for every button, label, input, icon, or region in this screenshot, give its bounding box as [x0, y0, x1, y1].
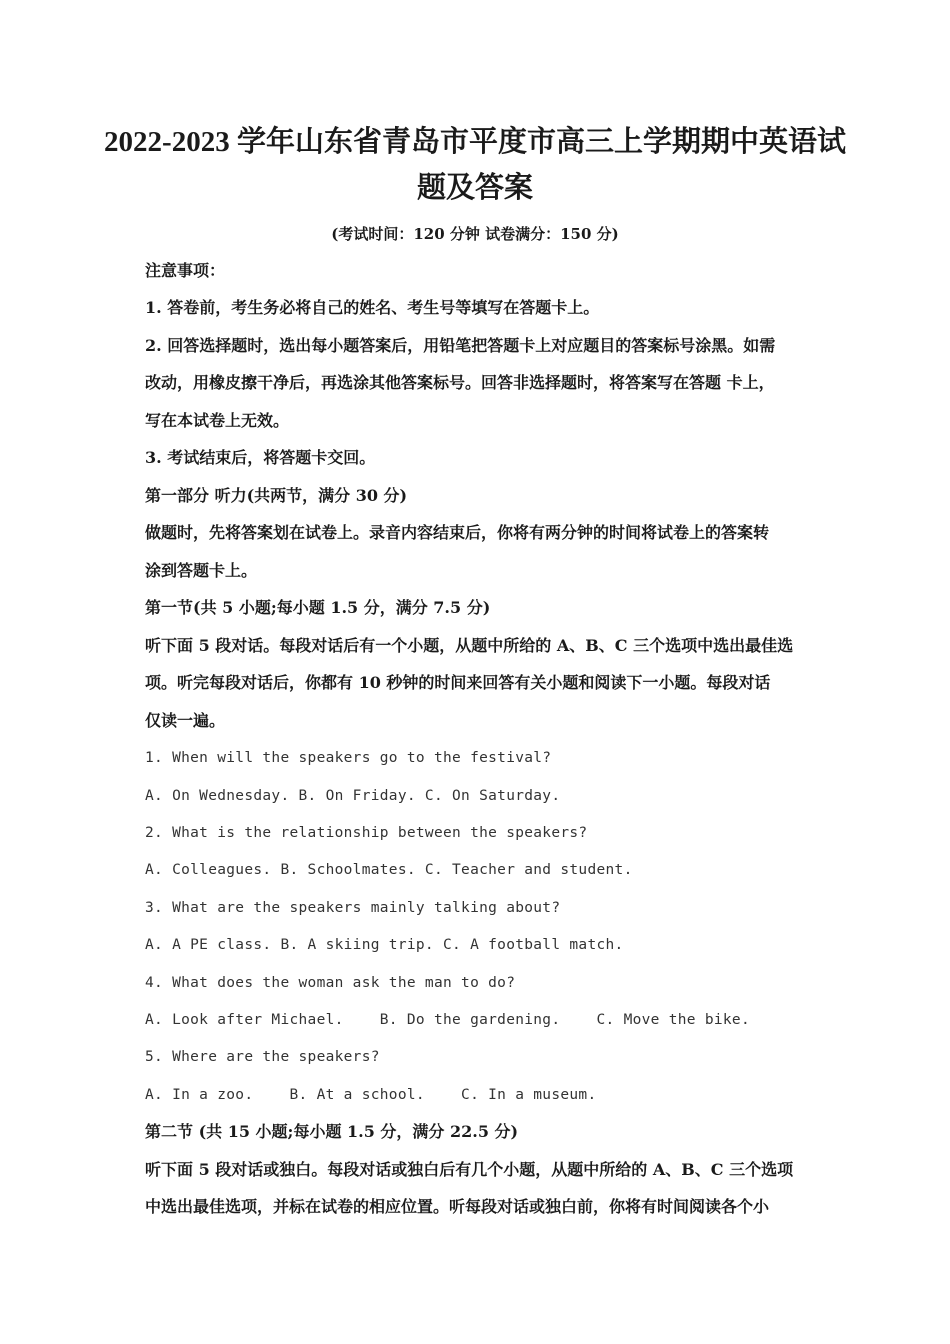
question-1-options: A. On Wednesday. B. On Friday. C. On Saturday. — [145, 788, 561, 804]
section-one-heading: 第一节(共 5 小题;每小题 1.5 分，满分 7.5 分) — [145, 598, 491, 617]
question-2-options: A. Colleagues. B. Schoolmates. C. Teacher and student. — [145, 862, 633, 878]
section-two-heading: 第二节 (共 15 小题;每小题 1.5 分，满分 22.5 分) — [145, 1122, 519, 1141]
part-one-instructions-cont: 涂到答题卡上。 — [145, 561, 258, 580]
question-3: 3. What are the speakers mainly talking about? — [145, 900, 561, 916]
question-5-options: A. In a zoo. B. At a school. C. In a museum. — [145, 1087, 597, 1103]
part-one-instructions: 做题时，先将答案划在试卷上。录音内容结束后，你将有两分钟的时间将试卷上的答案转 — [145, 523, 770, 542]
question-4-options: A. Look after Michael. B. Do the gardening. C. Move the bike. — [145, 1012, 750, 1028]
notice-item-2-cont: 改动，用橡皮擦干净后，再选涂其他答案标号。回答非选择题时，将答案写在答题 卡上， — [145, 373, 775, 392]
section-one-instructions-end: 仅读一遍。 — [145, 711, 226, 730]
question-2: 2. What is the relationship between the speakers? — [145, 825, 588, 841]
section-two-instructions-cont: 中选出最佳选项，并标在试卷的相应位置。听每段对话或独白前，你将有时间阅读各个小 — [145, 1197, 770, 1216]
document-title-line-2: 题及答案 — [416, 172, 533, 204]
document-title-line-1: 2022-2023 学年山东省青岛市平度市高三上学期期中英语试 — [104, 126, 846, 158]
question-1: 1. When will the speakers go to the festival? — [145, 750, 552, 766]
question-4: 4. What does the woman ask the man to do? — [145, 975, 516, 991]
notice-item-1: 1. 答卷前，考生务必将自己的姓名、考生号等填写在答题卡上。 — [145, 298, 600, 317]
question-3-options: A. A PE class. B. A skiing trip. C. A football match. — [145, 937, 624, 953]
section-one-instructions-cont: 项。听完每段对话后，你都有 10 秒钟的时间来回答有关小题和阅读下一小题。每段对话 — [145, 673, 771, 692]
part-one-heading: 第一部分 听力(共两节，满分 30 分) — [145, 486, 408, 505]
notice-item-2: 2. 回答选择题时，选出每小题答案后，用铅笔把答题卡上对应题目的答案标号涂黑。如需 — [145, 336, 776, 355]
section-one-instructions: 听下面 5 段对话。每段对话后有一个小题，从题中所给的 A、B、C 三个选项中选出最佳选 — [145, 636, 794, 655]
notice-item-3: 3. 考试结束后，将答题卡交回。 — [145, 448, 376, 467]
notice-item-2-end: 写在本试卷上无效。 — [145, 411, 290, 430]
section-two-instructions: 听下面 5 段对话或独白。每段对话或独白后有几个小题，从题中所给的 A、B、C 三个选项 — [145, 1160, 794, 1179]
notice-heading: 注意事项： — [145, 261, 226, 280]
question-5: 5. Where are the speakers? — [145, 1049, 380, 1065]
exam-time-and-score: (考试时间：120 分钟 试卷满分：150 分) — [331, 225, 619, 243]
